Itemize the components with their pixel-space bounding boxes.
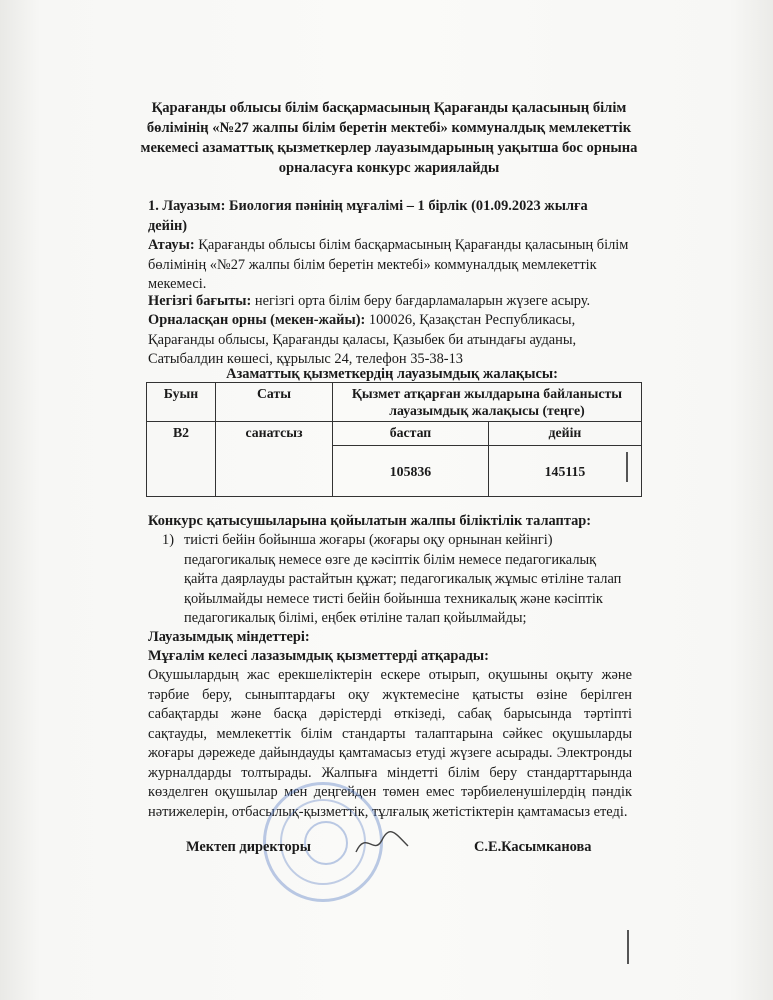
table-row [147,422,642,446]
salary-table [146,382,642,497]
handwritten-signature [352,826,412,860]
scan-mark [626,452,628,482]
requirement-text: тиісті бейін бойынша жоғары (жоғары оқу орнынан кейінгі) педагогикалық немесе өзге де кәсіптік білім немесе педагогикалық қайта даярлауды растайтын құжат; педагогикалық жұмыс өтіліне талап қойылмайды немесе тисті бейін бойынша техникалық және кәсіптік педагогикалық білімі, еңбек өтіліне талап қойылмайды; [184,532,622,626]
salary-caption: Азаматтық қызметкердің лауазымдық жалақысы: [226,366,558,382]
duties-text: Оқушылардың жас ерекшеліктерін ескере отырып, оқушыны оқыту және тәрбие беру, сыныптардағы оқу жүктемесіне қатысты өзіне берілген сабақтарды және басқа дәрістерді өткізеді, сабақ барысында тәртіпті сақтауды, мемлекеттік білім стандарты талаптарына сәйкес оқушыларды жоғары дәрежеде дайындауды қамтамасыз етуді жүзеге асырады. Электронды журналдарды толтырады. Жалпыға міндетті білім беру стандарттарында көзделген оқушылар мен деңгейден төмен емес тәрбиеленушілердің пәндік нәтижелерін, отбасылық-қызметтік, тұлғалық жетістіктерін қамтамасыз етеді. [148,667,632,820]
requirement-number: 1) [162,532,174,548]
scan-mark [627,930,629,964]
direction-label: Негізгі бағыты: [148,293,252,309]
table-row [147,383,642,422]
cell-from-value: 105836 [333,446,489,497]
header-salary: Қызмет атқарған жылдарына байланысты лауазымдық жалақысы (теңге) [333,383,642,422]
direction-value: негізгі орта білім беру бағдарламаларын жүзеге асыру. [254,293,591,309]
cell-to-value: 145115 [488,446,641,497]
name-label: Атауы: [148,237,195,253]
cell-tier: B2 [147,422,216,497]
signature-name: С.Е.Касымканова [474,839,592,855]
cell-level: санатсыз [216,422,333,497]
cell-from-label: бастап [333,422,489,446]
location-label: Орналасқан орны (мекен-жайы): [148,312,366,328]
location-value: 100026, Қазақстан Республикасы, Қарағанды облысы, Қарағанды қаласы, Қазыбек би атындағы ауданы, Сатыбалдин көшесі, құрылыс 24, телефон 35-38-13 [148,312,577,367]
position-title: 1. Лауазым: Биология пәнінің мұғалімі – 1 бірлік (01.09.2023 жылға дейін) [148,198,588,234]
signature-role: Мектеп директоры [186,839,311,855]
header-tier: Буын [147,383,216,422]
position-direction [148,292,632,312]
position-name [148,236,632,295]
duties-heading: Лауазымдық міндеттері: [148,629,310,645]
document-title: Қарағанды облысы білім басқармасының Қарағанды қаласының білім бөлімінің «№27 жалпы білім беретін мектебі» коммуналдық мемлекеттік мекемесі азаматтық қызметкерлер лауазымдарының уақытша бос орнына орналасуға конкурс жариялайды [140,100,638,176]
name-value: Қарағанды облысы білім басқармасының Қарағанды қаласының білім бөлімінің «№27 жалпы білім беретін мектебі» коммуналдық мемлекеттік мекемесі. [148,237,629,292]
cell-to-label: дейін [488,422,641,446]
header-level: Саты [216,383,333,422]
position-location [148,311,632,370]
duties-subheading: Мұғалім келесі лазазымдық қызметтерді атқарады: [148,648,489,664]
requirements-heading: Конкурс қатысушыларына қойылатын жалпы біліктілік талаптар: [148,513,592,529]
